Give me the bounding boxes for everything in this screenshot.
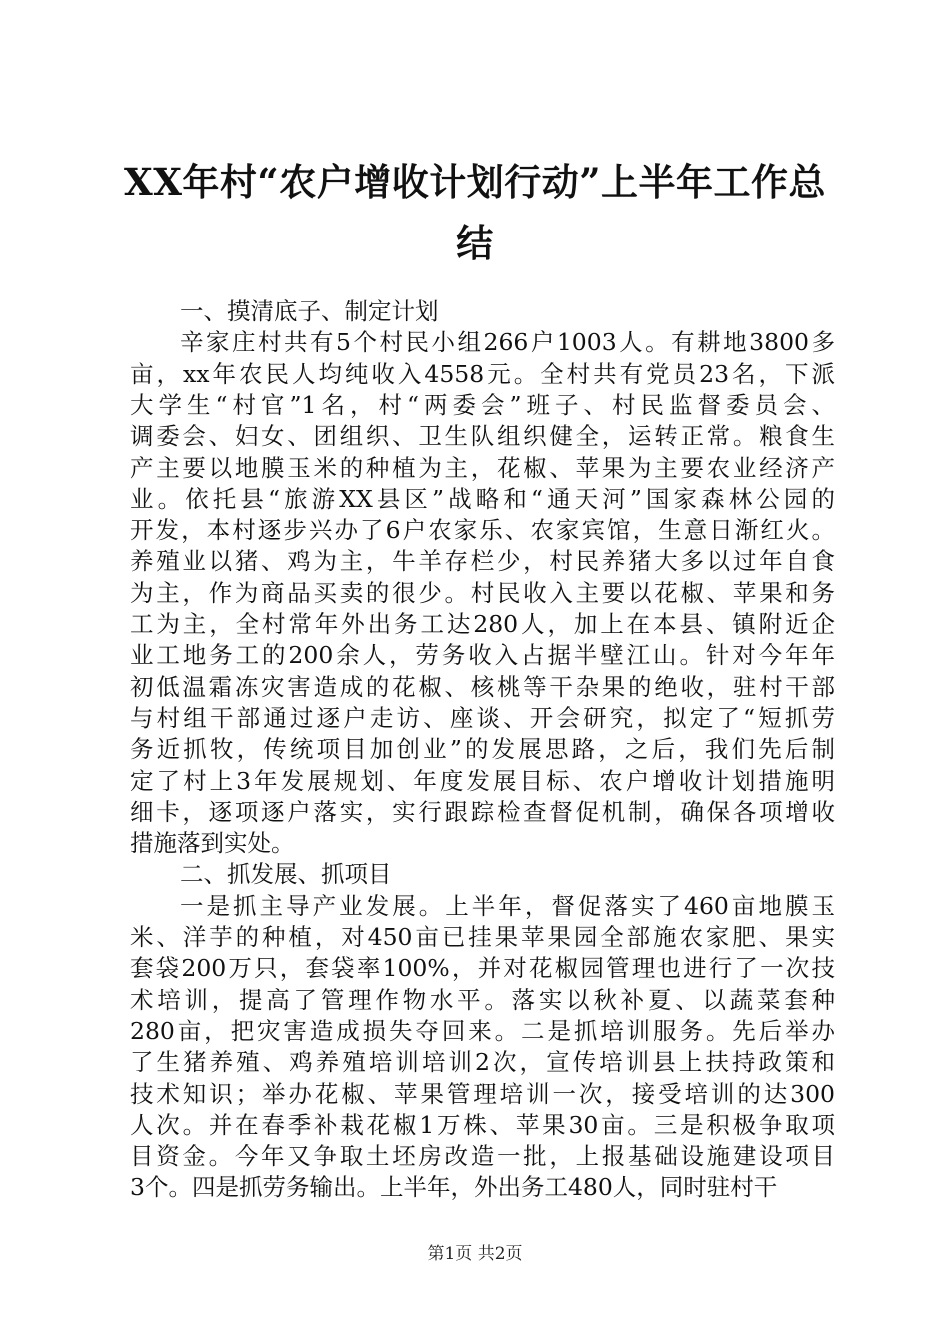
body-line: 大学生“村官”1名，村“两委会”班子、村民监督委员会、 (130, 391, 835, 419)
section-heading-2: 二、抓发展、抓项目 (180, 860, 392, 888)
body-line: 措施落到实处。 (130, 829, 295, 857)
body-line: 人次。并在春季补栽花椒1万株、苹果30亩。三是积极争取项 (130, 1111, 835, 1139)
body-line: 业工地务工的200余人，劳务收入占据半壁江山。针对今年年 (130, 641, 835, 669)
section-heading-1: 一、摸清底子、制定计划 (180, 297, 439, 325)
body-line: 定了村上3年发展规划、年度发展目标、农户增收计划措施明 (130, 767, 835, 795)
body-line: 与村组干部通过逐户走访、座谈、开会研究，拟定了“短抓劳 (130, 704, 835, 732)
body-line: 技术知识；举办花椒、苹果管理培训一次，接受培训的达300 (130, 1080, 835, 1108)
body-line: 了生猪养殖、鸡养殖培训培训2次，宣传培训县上扶持政策和 (130, 1048, 835, 1076)
body-line: 280亩，把灾害造成损失夺回来。二是抓培训服务。先后举办 (130, 1017, 835, 1045)
body-line: 目资金。今年又争取土坯房改造一批，上报基础设施建设项目 (130, 1142, 835, 1170)
body-line: 米、洋芋的种植，对450亩已挂果苹果园全部施农家肥、果实 (130, 923, 835, 951)
body-line: 套袋200万只，套袋率100%，并对花椒园管理也进行了一次技 (130, 954, 835, 982)
body-line: 亩，xx年农民人均纯收入4558元。全村共有党员23名，下派 (130, 360, 835, 388)
body-line: 一是抓主导产业发展。上半年，督促落实了460亩地膜玉 (180, 892, 835, 920)
body-line: 3个。四是抓劳务输出。上半年，外出务工480人，同时驻村干 (130, 1173, 778, 1201)
page-footer: 第1页 共2页 (427, 1244, 523, 1264)
body-line: 业。依托县“旅游XX县区”战略和“通天河”国家森林公园的 (130, 485, 835, 513)
body-line: 初低温霜冻灾害造成的花椒、核桃等干杂果的绝收，驻村干部 (130, 673, 835, 701)
document-title-line-1: XX年村“农户增收计划行动”上半年工作总 (124, 160, 826, 204)
body-line: 辛家庄村共有5个村民小组266户1003人。有耕地3800多 (180, 328, 835, 356)
body-line: 调委会、妇女、团组织、卫生队组织健全，运转正常。粮食生 (130, 422, 835, 450)
body-line: 养殖业以猪、鸡为主，牛羊存栏少，村民养猪大多以过年自食 (130, 547, 835, 575)
body-line: 务近抓牧，传统项目加创业”的发展思路，之后，我们先后制 (130, 735, 835, 763)
body-line: 术培训，提高了管理作物水平。落实以秋补夏、以蔬菜套种 (130, 986, 835, 1014)
body-line: 细卡，逐项逐户落实，实行跟踪检查督促机制，确保各项增收 (130, 798, 835, 826)
document-title-line-2: 结 (456, 221, 494, 265)
body-line: 为主，作为商品买卖的很少。村民收入主要以花椒、苹果和务 (130, 579, 835, 607)
body-line: 产主要以地膜玉米的种植为主，花椒、苹果为主要农业经济产 (130, 454, 835, 482)
body-line: 工为主，全村常年外出务工达280人，加上在本县、镇附近企 (130, 610, 835, 638)
body-line: 开发，本村逐步兴办了6户农家乐、农家宾馆，生意日渐红火。 (130, 516, 835, 544)
